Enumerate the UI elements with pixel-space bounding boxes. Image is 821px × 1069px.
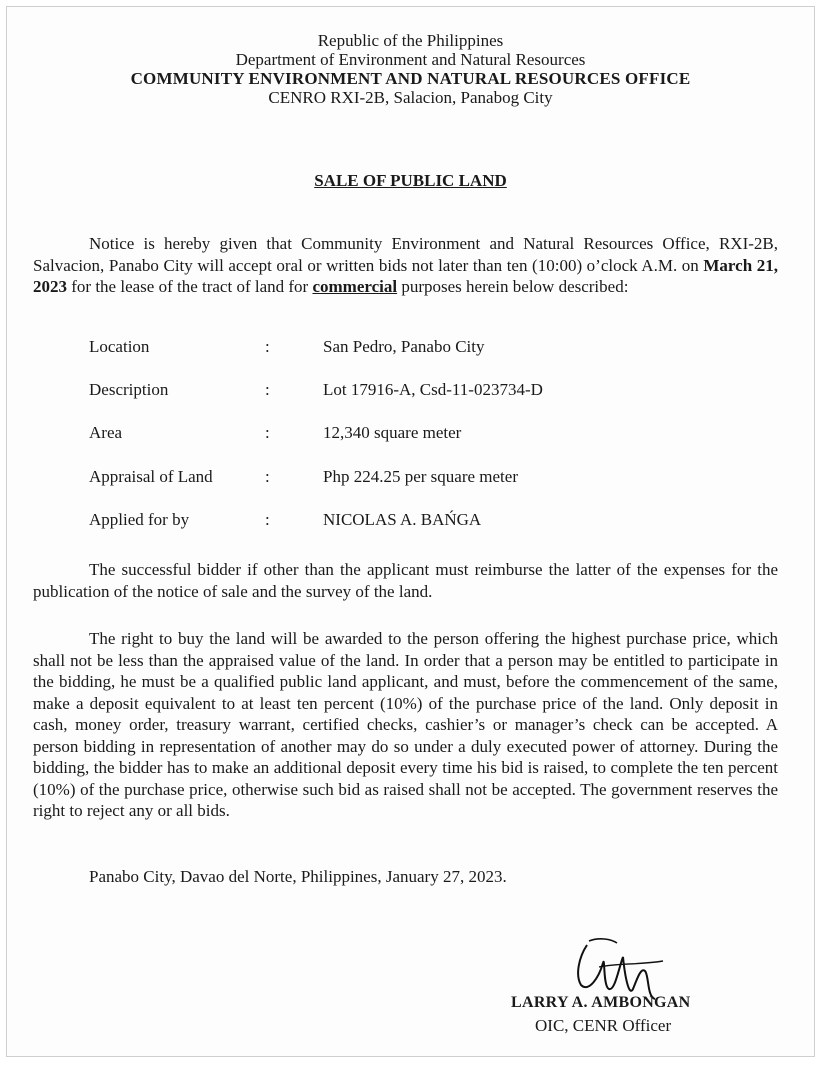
detail-separator: :	[265, 466, 270, 486]
signatory-title: OIC, CENR Officer	[535, 1016, 672, 1035]
reimbursement-text: The successful bidder if other than the applicant must reimburse the latter of the expenses for the publication of the notice of sale and the survey of the land.	[33, 560, 778, 601]
detail-label: Appraisal of Land	[89, 466, 213, 486]
detail-row-description	[89, 380, 769, 423]
detail-separator: :	[265, 423, 270, 443]
detail-label: Location	[89, 337, 150, 356]
detail-separator: :	[265, 380, 270, 400]
letterhead	[7, 31, 814, 107]
notice-title: SALE OF PUBLIC LAND	[314, 171, 507, 190]
notice-text-1: Notice is hereby given that Community Environment and Natural Resources Office, RXI-2B, Salvacion, Panabo City will accept oral or written bids not later than ten (10:00) o’clock A.M. on	[33, 234, 778, 275]
detail-value: San Pedro, Panabo City	[323, 337, 485, 356]
notice-paragraph	[33, 233, 778, 298]
notice-text-2: for the lease of the tract of land for	[67, 277, 313, 296]
letterhead-address: CENRO RXI-2B, Salacion, Panabog City	[268, 88, 553, 107]
letterhead-republic: Republic of the Philippines	[317, 31, 504, 50]
bid-deadline-date: March 21, 2023	[33, 255, 778, 296]
detail-row-appraisal	[89, 467, 769, 510]
detail-row-applicant	[89, 510, 769, 553]
detail-value: Lot 17916-A, Csd-11-023734-D	[323, 380, 543, 400]
dateline: Panabo City, Davao del Norte, Philippines, January 27, 2023.	[89, 867, 507, 886]
land-details	[89, 337, 769, 553]
document-page	[6, 6, 815, 1057]
detail-row-location	[89, 337, 769, 380]
signatory-name: LARRY A. AMBONGAN	[511, 994, 691, 1011]
detail-row-area	[89, 423, 769, 466]
letterhead-department: Department of Environment and Natural Resources	[235, 50, 586, 69]
letterhead-office: COMMUNITY ENVIRONMENT AND NATURAL RESOURCES OFFICE	[130, 69, 691, 88]
detail-label: Area	[89, 423, 123, 443]
detail-label: Description	[89, 380, 169, 400]
bidding-terms-paragraph	[33, 628, 778, 822]
reimbursement-paragraph	[33, 559, 778, 602]
detail-value: 12,340 square meter	[323, 423, 462, 443]
land-purpose: commercial	[312, 277, 398, 296]
bidding-terms-text: The right to buy the land will be awarded to the person offering the highest purchase price, which shall not be less than the appraised value of the land. In order that a person may be entitled to participate in the bidding, he must be a qualified public land applicant, and must, before the commencement of the same, make a deposit equivalent to at least ten percent (10%) of the purchase price of the land. Only deposit in cash, money order, treasury warrant, certified checks, cashier’s or manager’s check can be accepted. A person bidding in representation of another may do so under a duly executed power of attorney. During the bidding, the bidder has to make an additional deposit every time his bid is raised, to complete the ten percent (10%) of the purchase price, otherwise such bid as raised shall not be accepted. The government reserves the right to reject any or all bids.	[33, 629, 778, 820]
detail-value: NICOLAS A. BAŃGA	[323, 509, 482, 529]
detail-value: Php 224.25 per square meter	[323, 466, 518, 486]
detail-separator: :	[265, 509, 270, 529]
detail-separator: :	[265, 337, 270, 356]
notice-text-3: purposes herein below described:	[397, 277, 629, 296]
detail-label: Applied for by	[89, 509, 190, 529]
